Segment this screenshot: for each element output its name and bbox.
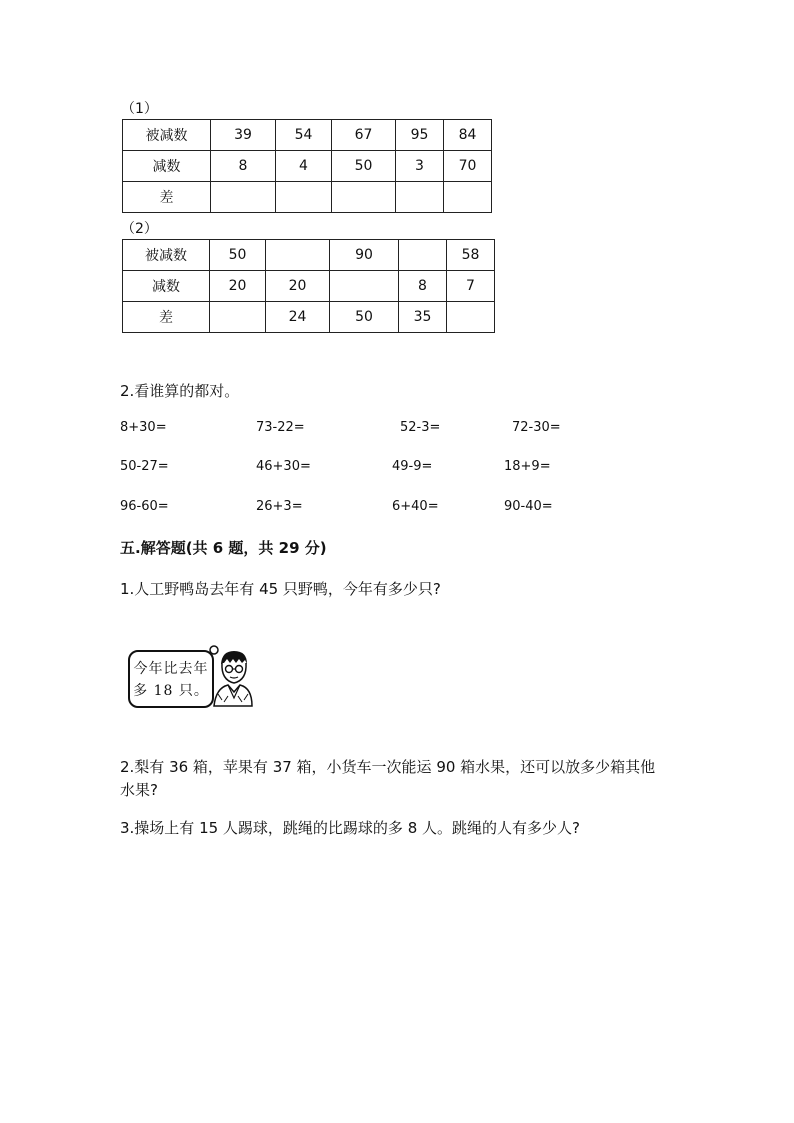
section5-heading: 五.解答题(共 6 题，共 29 分) bbox=[120, 539, 327, 557]
table2 bbox=[122, 239, 495, 333]
bubble-text-line2: 多 18 只。 bbox=[133, 683, 209, 699]
answer-cell[interactable] bbox=[210, 302, 266, 333]
answer-cell[interactable] bbox=[211, 182, 276, 213]
calc-item: 90-40= bbox=[504, 499, 553, 514]
table-row bbox=[123, 182, 492, 213]
question-2-line1: 2.梨有 36 箱，苹果有 37 箱，小货车一次能运 90 箱水果，还可以放多少箱其他 bbox=[120, 758, 656, 776]
calc-item: 18+9= bbox=[504, 459, 551, 474]
calc-item: 50-27= bbox=[120, 459, 169, 474]
table1 bbox=[122, 119, 492, 213]
table2-label: （2） bbox=[121, 221, 158, 237]
answer-cell[interactable] bbox=[396, 182, 444, 213]
table-cell: 35 bbox=[399, 302, 447, 333]
table-row bbox=[123, 240, 495, 271]
table-cell: 24 bbox=[266, 302, 330, 333]
table-cell: 50 bbox=[330, 302, 399, 333]
table-cell: 3 bbox=[396, 151, 444, 182]
section2-title: 2.看谁算的都对。 bbox=[120, 382, 240, 400]
question-3: 3.操场上有 15 人踢球，跳绳的比踢球的多 8 人。跳绳的人有多少人? bbox=[120, 819, 580, 837]
calc-item: 49-9= bbox=[392, 459, 433, 474]
calc-item: 96-60= bbox=[120, 499, 169, 514]
answer-cell[interactable] bbox=[330, 271, 399, 302]
question-2-line2: 水果? bbox=[120, 781, 158, 799]
calc-item: 6+40= bbox=[392, 499, 439, 514]
calc-item: 73-22= bbox=[256, 420, 305, 435]
row-header: 减数 bbox=[123, 151, 211, 182]
table-cell: 20 bbox=[266, 271, 330, 302]
table-cell: 7 bbox=[447, 271, 495, 302]
row-header: 差 bbox=[123, 182, 211, 213]
question-1: 1.人工野鸭岛去年有 45 只野鸭，今年有多少只? bbox=[120, 580, 441, 598]
table-cell: 20 bbox=[210, 271, 266, 302]
answer-cell[interactable] bbox=[399, 240, 447, 271]
table-cell: 67 bbox=[332, 120, 396, 151]
calc-item: 8+30= bbox=[120, 420, 167, 435]
table-cell: 90 bbox=[330, 240, 399, 271]
calc-item: 52-3= bbox=[400, 420, 441, 435]
table-row bbox=[123, 271, 495, 302]
table-cell: 84 bbox=[444, 120, 492, 151]
table-row bbox=[123, 302, 495, 333]
calc-item: 26+3= bbox=[256, 499, 303, 514]
table-cell: 50 bbox=[332, 151, 396, 182]
table-cell: 95 bbox=[396, 120, 444, 151]
table-cell: 58 bbox=[447, 240, 495, 271]
table-cell: 70 bbox=[444, 151, 492, 182]
table-cell: 54 bbox=[276, 120, 332, 151]
table1-label: （1） bbox=[121, 101, 158, 117]
table-cell: 50 bbox=[210, 240, 266, 271]
answer-cell[interactable] bbox=[447, 302, 495, 333]
row-header: 被减数 bbox=[123, 120, 211, 151]
table-cell: 4 bbox=[276, 151, 332, 182]
answer-cell[interactable] bbox=[332, 182, 396, 213]
man-with-glasses-icon bbox=[208, 642, 254, 708]
table-cell: 39 bbox=[211, 120, 276, 151]
answer-cell[interactable] bbox=[276, 182, 332, 213]
table-cell: 8 bbox=[211, 151, 276, 182]
row-header: 减数 bbox=[123, 271, 210, 302]
answer-cell[interactable] bbox=[444, 182, 492, 213]
bubble-text-line1: 今年比去年 bbox=[133, 661, 209, 677]
calc-item: 46+30= bbox=[256, 459, 311, 474]
calc-item: 72-30= bbox=[512, 420, 561, 435]
row-header: 差 bbox=[123, 302, 210, 333]
table-cell: 8 bbox=[399, 271, 447, 302]
table-row bbox=[123, 120, 492, 151]
table-row bbox=[123, 151, 492, 182]
answer-cell[interactable] bbox=[266, 240, 330, 271]
speech-bubble bbox=[128, 650, 214, 708]
row-header: 被减数 bbox=[123, 240, 210, 271]
